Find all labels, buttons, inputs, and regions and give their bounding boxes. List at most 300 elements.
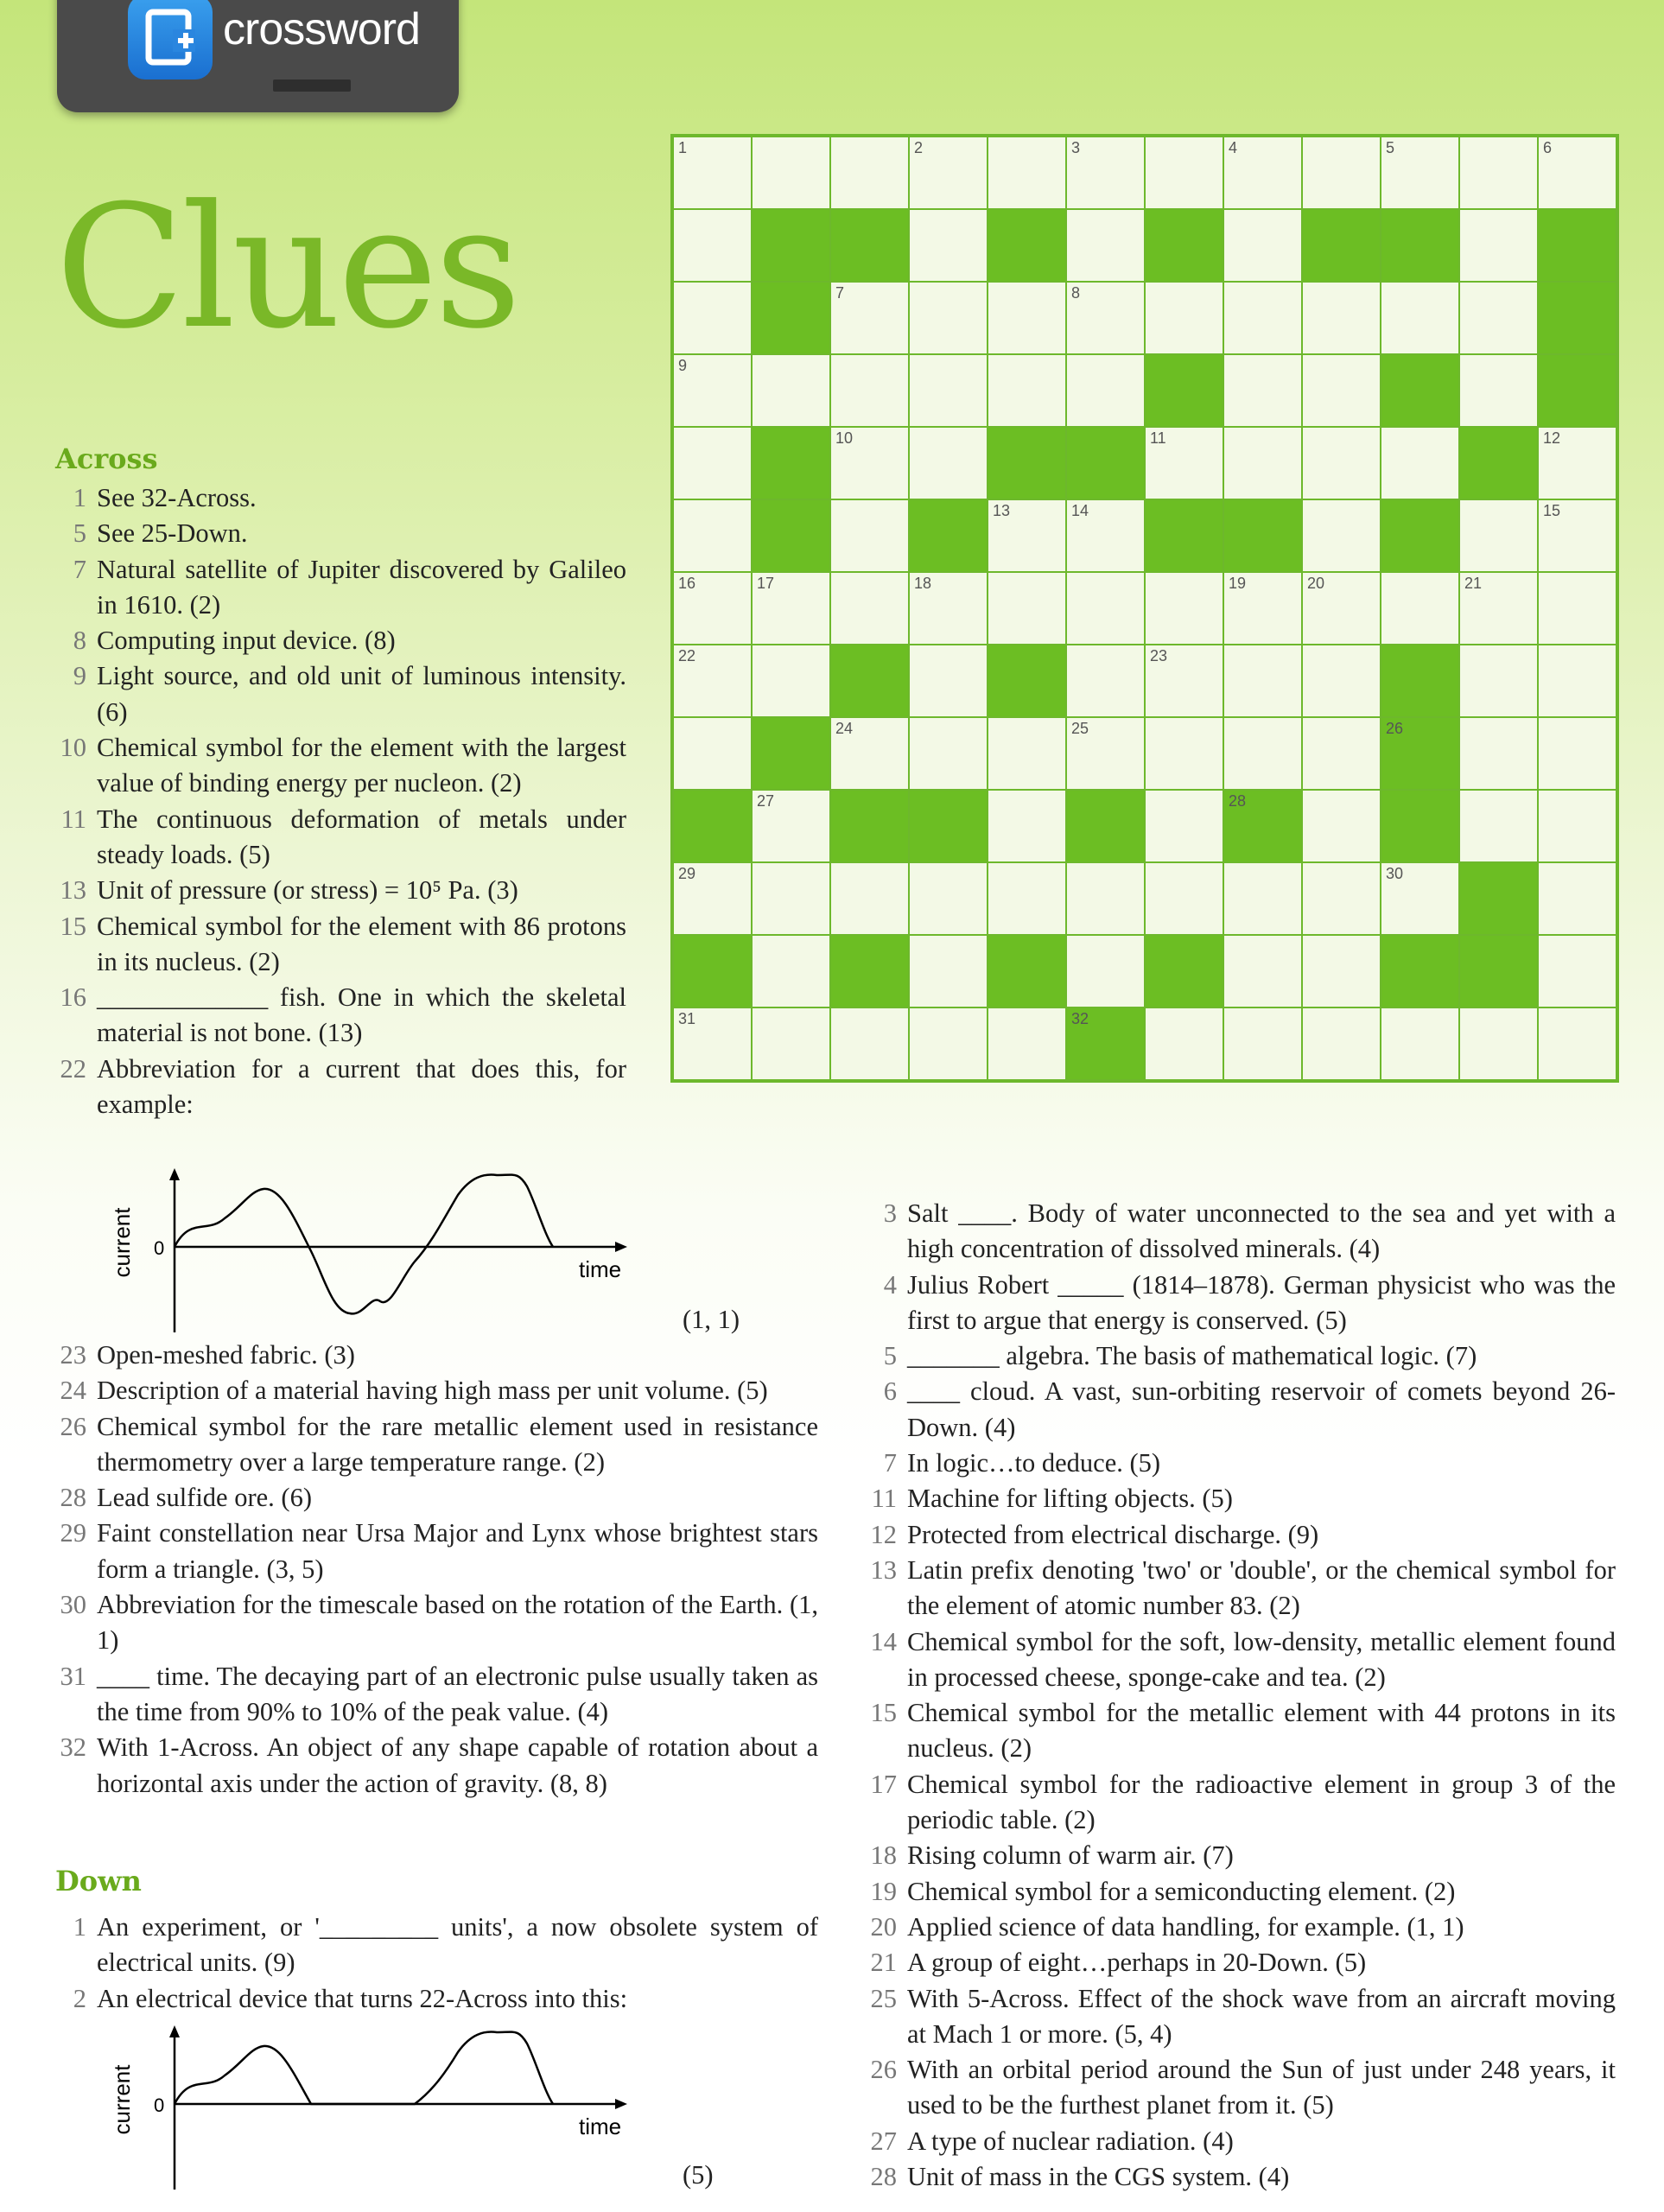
grid-cell[interactable] bbox=[1145, 862, 1223, 935]
down-clue-3 bbox=[855, 1196, 1616, 1268]
tab-grip bbox=[273, 79, 351, 92]
clue-text: Natural satellite of Jupiter discovered by Galileo in 1610. (2) bbox=[97, 554, 626, 620]
grid-cell[interactable] bbox=[909, 427, 988, 499]
grid-cell[interactable] bbox=[673, 1007, 752, 1080]
clue-number: 7 bbox=[73, 554, 86, 584]
grid-cell[interactable] bbox=[909, 209, 988, 282]
clue-text: Description of a material having high mass per unit volume. (5) bbox=[97, 1376, 768, 1406]
grid-cell[interactable] bbox=[1223, 427, 1302, 499]
clue-number: 19 bbox=[870, 1876, 897, 1906]
clue-number: 6 bbox=[883, 1376, 897, 1407]
clue-number: 17 bbox=[870, 1769, 897, 1799]
clue-text: Faint constellation near Ursa Major and Lynx whose brightest stars form a triangle. (3, 5) bbox=[97, 1518, 818, 1584]
clue-text: Light source, and old unit of luminous intensity. (6) bbox=[97, 661, 626, 727]
clue-number: 28 bbox=[870, 2162, 897, 2192]
clue-number: 28 bbox=[60, 1483, 86, 1513]
grid-block bbox=[673, 790, 752, 862]
grid-cell[interactable] bbox=[1459, 717, 1538, 790]
grid-cell[interactable] bbox=[752, 1007, 830, 1080]
grid-cell[interactable] bbox=[1066, 645, 1145, 717]
grid-cell[interactable] bbox=[752, 354, 830, 427]
down-heading: Down bbox=[55, 1865, 142, 1897]
grid-cell[interactable] bbox=[830, 354, 909, 427]
grid-cell[interactable] bbox=[752, 572, 830, 645]
grid-cell[interactable] bbox=[752, 935, 830, 1007]
cell-number: 13 bbox=[993, 502, 1011, 519]
grid-cell[interactable] bbox=[1223, 717, 1302, 790]
down-clue-14 bbox=[855, 1624, 1616, 1696]
grid-cell[interactable] bbox=[1302, 137, 1381, 209]
grid-cell[interactable] bbox=[673, 354, 752, 427]
zero-label: 0 bbox=[154, 2094, 165, 2116]
down-clue-18 bbox=[855, 1838, 1616, 1873]
clue-number: 7 bbox=[883, 1448, 897, 1478]
crossword-logo-icon bbox=[128, 0, 213, 79]
grid-cell[interactable] bbox=[1066, 572, 1145, 645]
clue-text: An experiment, or '_________ units', a now obsolete system of electrical units. (9) bbox=[97, 1912, 818, 1978]
clue-text: With 5-Across. Effect of the shock wave from an aircraft moving at Mach 1 or more. (5, 4) bbox=[907, 1983, 1616, 2049]
grid-cell[interactable] bbox=[830, 137, 909, 209]
grid-cell[interactable] bbox=[1145, 790, 1223, 862]
grid-cell[interactable] bbox=[830, 717, 909, 790]
grid-cell[interactable] bbox=[909, 354, 988, 427]
across-clue-24 bbox=[45, 1373, 818, 1408]
across-clue-11 bbox=[45, 802, 626, 874]
clue-number: 15 bbox=[60, 911, 86, 941]
grid-block bbox=[830, 209, 909, 282]
grid-block bbox=[1223, 499, 1302, 572]
grid-cell[interactable] bbox=[1459, 572, 1538, 645]
clue-text: With an orbital period around the Sun of just under 248 years, it used to be the furthest planet from it. (5) bbox=[907, 2055, 1616, 2120]
grid-cell[interactable] bbox=[752, 645, 830, 717]
across-clue-13 bbox=[45, 873, 626, 908]
cell-number: 10 bbox=[835, 429, 854, 447]
grid-cell[interactable] bbox=[830, 499, 909, 572]
grid-cell[interactable] bbox=[1459, 209, 1538, 282]
x-axis-arrow bbox=[615, 1242, 627, 1252]
clue-text: Unit of mass in the CGS system. (4) bbox=[907, 2162, 1290, 2192]
down-clue-list bbox=[45, 1910, 818, 2017]
clue-number: 1 bbox=[73, 483, 86, 512]
grid-cell[interactable] bbox=[1538, 790, 1616, 862]
grid-cell[interactable] bbox=[909, 935, 988, 1007]
clue-number: 11 bbox=[60, 804, 86, 834]
grid-cell[interactable] bbox=[1066, 282, 1145, 354]
grid-cell[interactable] bbox=[988, 572, 1066, 645]
clue-text: Rising column of warm air. (7) bbox=[907, 1840, 1234, 1871]
across-clue-16 bbox=[45, 980, 626, 1052]
clue-text: Protected from electrical discharge. (9) bbox=[907, 1519, 1319, 1549]
grid-cell[interactable] bbox=[1223, 862, 1302, 935]
grid-cell[interactable] bbox=[1145, 1007, 1223, 1080]
grid-cell[interactable] bbox=[1223, 209, 1302, 282]
clue-text: See 25-Down. bbox=[97, 518, 248, 549]
grid-cell[interactable] bbox=[988, 282, 1066, 354]
grid-cell[interactable] bbox=[988, 862, 1066, 935]
across-clue-10 bbox=[45, 730, 626, 802]
clue-number: 22 bbox=[60, 1053, 86, 1084]
grid-cell[interactable] bbox=[1145, 645, 1223, 717]
clue-number: 4 bbox=[883, 1269, 897, 1300]
grid-block bbox=[909, 499, 988, 572]
clue-number: 9 bbox=[73, 661, 86, 691]
grid-cell[interactable] bbox=[909, 645, 988, 717]
grid-cell[interactable] bbox=[830, 427, 909, 499]
alternating-current-graph bbox=[104, 1165, 639, 1338]
clue-number: 8 bbox=[73, 626, 86, 656]
grid-cell[interactable] bbox=[1381, 427, 1459, 499]
grid-cell[interactable] bbox=[673, 427, 752, 499]
clue-number: 5 bbox=[73, 518, 86, 549]
grid-cell[interactable] bbox=[1145, 572, 1223, 645]
across-clue-32 bbox=[45, 1730, 818, 1802]
grid-cell[interactable] bbox=[988, 790, 1066, 862]
grid-cell[interactable] bbox=[988, 499, 1066, 572]
clue-text: In logic…to deduce. (5) bbox=[907, 1448, 1161, 1478]
grid-cell[interactable] bbox=[830, 282, 909, 354]
cell-number: 12 bbox=[1543, 429, 1561, 447]
clue-text: Abbreviation for a current that does this, for example: bbox=[97, 1053, 626, 1120]
grid-block bbox=[988, 209, 1066, 282]
clue-number: 2 bbox=[73, 1983, 86, 2013]
down-clue-19 bbox=[855, 1874, 1616, 1910]
across-clue-list bbox=[45, 480, 626, 1122]
clue-number: 12 bbox=[870, 1519, 897, 1549]
clue-number: 26 bbox=[60, 1411, 86, 1441]
grid-cell[interactable] bbox=[988, 717, 1066, 790]
clue-text: Open-meshed fabric. (3) bbox=[97, 1340, 355, 1370]
grid-cell[interactable] bbox=[1302, 717, 1381, 790]
grid-cell[interactable] bbox=[909, 1007, 988, 1080]
y-axis-arrow bbox=[169, 1168, 180, 1180]
grid-cell[interactable] bbox=[1538, 645, 1616, 717]
cell-number: 20 bbox=[1307, 575, 1325, 592]
down-clue-5 bbox=[855, 1338, 1616, 1374]
down-clue-4 bbox=[855, 1268, 1616, 1339]
clue-text: Latin prefix denoting 'two' or 'double', or the chemical symbol for the element of atomic number 83. (2) bbox=[907, 1554, 1616, 1621]
cell-number: 25 bbox=[1071, 720, 1089, 737]
grid-cell[interactable] bbox=[1302, 499, 1381, 572]
grid-block bbox=[1145, 354, 1223, 427]
grid-cell[interactable] bbox=[1459, 354, 1538, 427]
clue-text: Chemical symbol for the metallic element with 44 protons in its nucleus. (2) bbox=[907, 1698, 1616, 1764]
grid-cell[interactable] bbox=[1459, 790, 1538, 862]
grid-cell[interactable] bbox=[1066, 209, 1145, 282]
clue-text: A type of nuclear radiation. (4) bbox=[907, 2126, 1234, 2156]
clue-number: 11 bbox=[871, 1484, 897, 1514]
clue-text: Machine for lifting objects. (5) bbox=[907, 1484, 1233, 1514]
clue-text: Chemical symbol for the radioactive element in group 3 of the periodic table. (2) bbox=[907, 1769, 1616, 1835]
grid-block bbox=[988, 645, 1066, 717]
grid-cell[interactable] bbox=[1538, 499, 1616, 572]
cell-number: 15 bbox=[1543, 502, 1561, 519]
clue-text: An electrical device that turns 22-Across into this: bbox=[97, 1983, 628, 2013]
grid-cell[interactable] bbox=[1302, 935, 1381, 1007]
grid-cell[interactable] bbox=[673, 717, 752, 790]
across-heading: Across bbox=[55, 442, 158, 475]
grid-block bbox=[752, 717, 830, 790]
grid-cell[interactable] bbox=[1066, 862, 1145, 935]
grid-cell[interactable] bbox=[1145, 717, 1223, 790]
down-clue-25 bbox=[855, 1981, 1616, 2053]
cell-number: 11 bbox=[1150, 429, 1166, 447]
grid-cell[interactable] bbox=[1223, 354, 1302, 427]
grid-block bbox=[988, 935, 1066, 1007]
grid-cell[interactable] bbox=[1459, 499, 1538, 572]
y-axis-label: current bbox=[109, 2064, 135, 2135]
grid-cell[interactable] bbox=[988, 137, 1066, 209]
grid-block bbox=[988, 427, 1066, 499]
grid-cell[interactable] bbox=[909, 137, 988, 209]
across-clue-5 bbox=[45, 516, 626, 551]
clue-text: Chemical symbol for the rare metallic element used in resistance thermometry over a large temperature range. (2) bbox=[97, 1411, 818, 1477]
grid-cell[interactable] bbox=[1538, 572, 1616, 645]
grid-cell[interactable] bbox=[1381, 1007, 1459, 1080]
cell-number: 7 bbox=[835, 284, 845, 302]
grid-block bbox=[1381, 499, 1459, 572]
grid-cell[interactable] bbox=[1302, 862, 1381, 935]
grid-cell[interactable] bbox=[1223, 572, 1302, 645]
clue-text: _____________ fish. One in which the skeletal material is not bone. (13) bbox=[97, 982, 626, 1048]
across-clue-22 bbox=[45, 1052, 626, 1123]
header-tab bbox=[57, 0, 459, 112]
down-clue-15 bbox=[855, 1695, 1616, 1767]
clue-text: Julius Robert _____ (1814–1878). German physicist who was the first to argue that energy is conserved. (5) bbox=[907, 1269, 1616, 1335]
across-22-length: (1, 1) bbox=[683, 1305, 740, 1334]
grid-cell[interactable] bbox=[1066, 499, 1145, 572]
across-clue-15 bbox=[45, 909, 626, 981]
cell-number: 27 bbox=[757, 792, 775, 810]
across-clue-29 bbox=[45, 1516, 818, 1587]
down-clue-6 bbox=[855, 1374, 1616, 1446]
grid-cell[interactable] bbox=[1302, 354, 1381, 427]
clue-text: Abbreviation for the timescale based on the rotation of the Earth. (1, 1) bbox=[97, 1590, 818, 1656]
grid-cell[interactable] bbox=[673, 282, 752, 354]
clue-number: 21 bbox=[870, 1948, 897, 1978]
rectified-current-graph bbox=[104, 2022, 639, 2195]
clue-number: 14 bbox=[870, 1626, 897, 1656]
grid-cell[interactable] bbox=[1302, 1007, 1381, 1080]
grid-block bbox=[1381, 935, 1459, 1007]
grid-block bbox=[1381, 790, 1459, 862]
cell-number: 32 bbox=[1071, 1010, 1089, 1027]
cell-number: 22 bbox=[678, 647, 696, 664]
grid-cell[interactable] bbox=[1459, 645, 1538, 717]
grid-block bbox=[1066, 790, 1145, 862]
clue-number: 10 bbox=[60, 733, 86, 763]
across-clue-7 bbox=[45, 552, 626, 624]
grid-cell[interactable] bbox=[830, 862, 909, 935]
grid-cell[interactable] bbox=[988, 1007, 1066, 1080]
grid-cell[interactable] bbox=[1066, 717, 1145, 790]
across-clue-list-continued bbox=[45, 1338, 818, 1802]
clue-number: 30 bbox=[60, 1590, 86, 1620]
clue-number: 31 bbox=[60, 1661, 86, 1691]
grid-cell[interactable] bbox=[1538, 862, 1616, 935]
clue-number: 20 bbox=[870, 1911, 897, 1942]
grid-cell[interactable] bbox=[830, 572, 909, 645]
current-curve bbox=[175, 1175, 553, 1314]
cell-number: 29 bbox=[678, 865, 696, 882]
cell-number: 24 bbox=[835, 720, 854, 737]
clue-text: Chemical symbol for the element with the largest value of binding energy per nucleon. (2) bbox=[97, 733, 626, 798]
clue-number: 29 bbox=[60, 1518, 86, 1548]
cell-number: 1 bbox=[678, 139, 688, 156]
grid-block bbox=[1145, 209, 1223, 282]
grid-block bbox=[1538, 209, 1616, 282]
grid-cell[interactable] bbox=[752, 862, 830, 935]
cell-number: 31 bbox=[678, 1010, 696, 1027]
grid-cell[interactable] bbox=[1381, 282, 1459, 354]
grid-cell[interactable] bbox=[673, 209, 752, 282]
clue-number: 25 bbox=[870, 1983, 897, 2013]
grid-cell[interactable] bbox=[1538, 427, 1616, 499]
y-axis-label: current bbox=[109, 1207, 135, 1278]
clue-number: 5 bbox=[883, 1341, 897, 1371]
grid-cell[interactable] bbox=[1145, 282, 1223, 354]
down-clue-28 bbox=[855, 2159, 1616, 2195]
x-axis-label: time bbox=[579, 2113, 622, 2139]
grid-block bbox=[1066, 427, 1145, 499]
grid-cell[interactable] bbox=[673, 572, 752, 645]
grid-cell[interactable] bbox=[1066, 354, 1145, 427]
grid-cell[interactable] bbox=[673, 862, 752, 935]
across-clue-28 bbox=[45, 1480, 818, 1516]
cell-number: 26 bbox=[1386, 720, 1404, 737]
grid-block bbox=[830, 645, 909, 717]
across-clue-23 bbox=[45, 1338, 818, 1373]
cell-number: 4 bbox=[1229, 139, 1238, 156]
grid-cell[interactable] bbox=[988, 354, 1066, 427]
cell-number: 28 bbox=[1229, 792, 1247, 810]
grid-cell[interactable] bbox=[673, 645, 752, 717]
clue-text: _______ algebra. The basis of mathematical logic. (7) bbox=[907, 1341, 1477, 1371]
down-clue-2 bbox=[45, 1981, 818, 2017]
grid-block bbox=[909, 790, 988, 862]
grid-cell[interactable] bbox=[1302, 427, 1381, 499]
cell-number: 18 bbox=[914, 575, 932, 592]
grid-block bbox=[752, 427, 830, 499]
grid-block bbox=[1538, 354, 1616, 427]
grid-block bbox=[1381, 645, 1459, 717]
grid-cell[interactable] bbox=[1223, 1007, 1302, 1080]
clue-number: 24 bbox=[60, 1376, 86, 1406]
down-clue-26 bbox=[855, 2052, 1616, 2124]
x-axis-label: time bbox=[579, 1256, 622, 1282]
grid-cell[interactable] bbox=[1381, 862, 1459, 935]
across-clue-9 bbox=[45, 658, 626, 730]
down-clue-21 bbox=[855, 1945, 1616, 1980]
grid-cell[interactable] bbox=[1223, 137, 1302, 209]
grid-block bbox=[1223, 790, 1302, 862]
clue-number: 16 bbox=[60, 982, 86, 1013]
down-clue-1 bbox=[45, 1910, 818, 1981]
grid-cell[interactable] bbox=[1302, 790, 1381, 862]
grid-cell[interactable] bbox=[1459, 282, 1538, 354]
down-clue-11 bbox=[855, 1481, 1616, 1516]
grid-cell[interactable] bbox=[752, 137, 830, 209]
grid-cell[interactable] bbox=[752, 790, 830, 862]
grid-cell[interactable] bbox=[909, 862, 988, 935]
grid-cell[interactable] bbox=[1538, 717, 1616, 790]
clue-text: Salt ____. Body of water unconnected to the sea and yet with a high concentration of dissolved minerals. (4) bbox=[907, 1198, 1616, 1264]
grid-block bbox=[1459, 935, 1538, 1007]
grid-block bbox=[1145, 935, 1223, 1007]
grid-cell[interactable] bbox=[1381, 572, 1459, 645]
grid-cell[interactable] bbox=[1459, 1007, 1538, 1080]
grid-cell[interactable] bbox=[909, 717, 988, 790]
grid-cell[interactable] bbox=[1066, 137, 1145, 209]
cell-number: 3 bbox=[1071, 139, 1081, 156]
grid-cell[interactable] bbox=[1145, 137, 1223, 209]
grid-cell[interactable] bbox=[673, 137, 752, 209]
grid-cell[interactable] bbox=[1302, 282, 1381, 354]
cell-number: 14 bbox=[1071, 502, 1089, 519]
grid-cell[interactable] bbox=[1302, 645, 1381, 717]
clue-number: 13 bbox=[870, 1554, 897, 1585]
clue-text: Lead sulfide ore. (6) bbox=[97, 1483, 312, 1513]
grid-cell[interactable] bbox=[1223, 935, 1302, 1007]
y-axis-arrow bbox=[169, 2025, 180, 2037]
across-clue-30 bbox=[45, 1587, 818, 1659]
grid-block bbox=[1381, 717, 1459, 790]
clue-number: 32 bbox=[60, 1732, 86, 1763]
grid-block bbox=[1381, 354, 1459, 427]
grid-cell[interactable] bbox=[1538, 935, 1616, 1007]
grid-cell[interactable] bbox=[909, 282, 988, 354]
grid-cell[interactable] bbox=[1538, 1007, 1616, 1080]
down-clue-list-continued bbox=[855, 1196, 1616, 2195]
clue-text: Chemical symbol for the element with 86 protons in its nucleus. (2) bbox=[97, 911, 626, 976]
cell-number: 8 bbox=[1071, 284, 1081, 302]
crossword-grid bbox=[670, 134, 1619, 1083]
across-clue-8 bbox=[45, 623, 626, 658]
grid-block bbox=[1459, 427, 1538, 499]
clue-number: 1 bbox=[73, 1912, 86, 1942]
cell-number: 30 bbox=[1386, 865, 1404, 882]
clue-text: Chemical symbol for the soft, low-density, metallic element found in processed cheese, sponge-cake and tea. (2) bbox=[907, 1626, 1616, 1692]
current-curve bbox=[175, 2032, 553, 2104]
cell-number: 16 bbox=[678, 575, 696, 592]
grid-cell[interactable] bbox=[673, 499, 752, 572]
clue-number: 26 bbox=[870, 2055, 897, 2085]
cell-number: 2 bbox=[914, 139, 924, 156]
grid-cell[interactable] bbox=[1538, 137, 1616, 209]
grid-cell[interactable] bbox=[1302, 572, 1381, 645]
grid-cell[interactable] bbox=[1223, 282, 1302, 354]
grid-cell[interactable] bbox=[1066, 935, 1145, 1007]
down-2-length: (5) bbox=[683, 2160, 714, 2190]
grid-cell[interactable] bbox=[1223, 645, 1302, 717]
cell-number: 17 bbox=[757, 575, 775, 592]
cell-number: 19 bbox=[1229, 575, 1247, 592]
cell-number: 23 bbox=[1150, 647, 1168, 664]
clue-number: 3 bbox=[883, 1198, 897, 1228]
down-clue-17 bbox=[855, 1767, 1616, 1839]
grid-cell[interactable] bbox=[1459, 137, 1538, 209]
clue-text: ____ cloud. A vast, sun-orbiting reservoir of comets beyond 26-Down. (4) bbox=[907, 1376, 1616, 1442]
zero-label: 0 bbox=[154, 1237, 165, 1259]
clue-number: 27 bbox=[870, 2126, 897, 2156]
grid-block bbox=[1381, 209, 1459, 282]
clue-number: 15 bbox=[870, 1698, 897, 1728]
across-clue-1 bbox=[45, 480, 626, 516]
grid-cell[interactable] bbox=[830, 1007, 909, 1080]
grid-cell[interactable] bbox=[1381, 137, 1459, 209]
brand-name: crossword bbox=[223, 4, 420, 54]
grid-cell[interactable] bbox=[1145, 427, 1223, 499]
grid-cell[interactable] bbox=[909, 572, 988, 645]
